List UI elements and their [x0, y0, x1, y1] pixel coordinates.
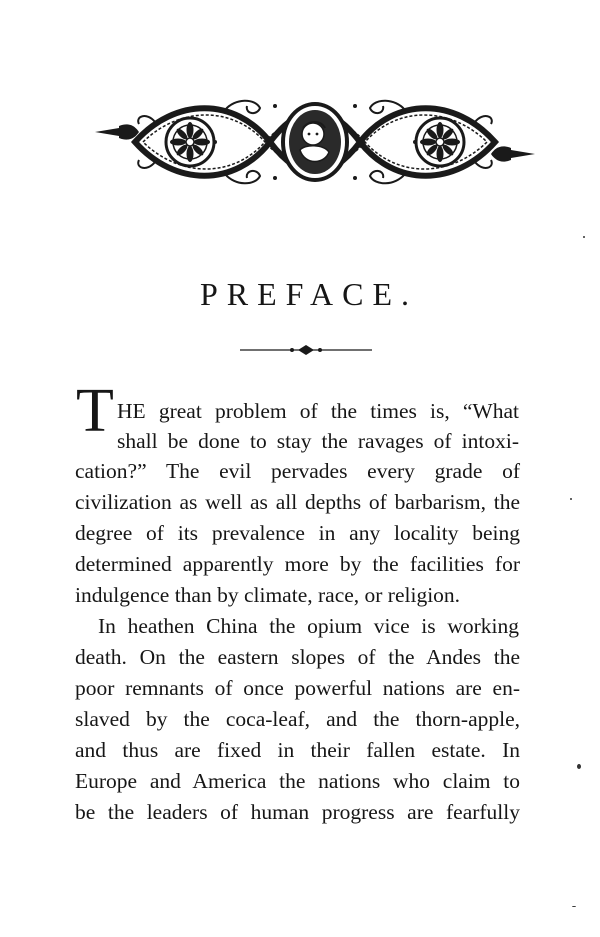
text-line: indulgence than by climate, race, or religion.	[75, 583, 461, 607]
text-line: determined apparently more by the facilities for	[75, 552, 520, 576]
page-title: PREFACE.	[199, 276, 419, 312]
text-line: cation?” The evil pervades every grade of	[75, 459, 520, 483]
text-line: poor remnants of once powerful nations are en-	[75, 676, 520, 700]
print-speck	[572, 906, 576, 907]
title-divider	[240, 344, 372, 356]
print-speck	[577, 764, 581, 769]
text-line: and thus are fixed in their fallen estate. In	[75, 738, 520, 762]
text-line: HE great problem of the times is, “What	[117, 399, 519, 423]
drop-cap: T	[76, 377, 114, 445]
text-line: shall be done to stay the ravages of intoxi-	[117, 429, 519, 453]
text-line: death. On the eastern slopes of the Andes the	[75, 645, 520, 669]
text-line: civilization as well as all depths of barbarism, the	[75, 490, 520, 514]
text-line: In heathen China the opium vice is working	[98, 614, 519, 638]
text-line: Europe and America the nations who claim to	[75, 769, 520, 793]
print-speck	[570, 498, 572, 500]
headpiece-ornament	[95, 92, 535, 202]
print-speck	[583, 236, 585, 238]
text-line: slaved by the coca-leaf, and the thorn-apple,	[75, 707, 520, 731]
text-line: degree of its prevalence in any locality being	[75, 521, 520, 545]
text-line: be the leaders of human progress are fearfully	[75, 800, 520, 824]
